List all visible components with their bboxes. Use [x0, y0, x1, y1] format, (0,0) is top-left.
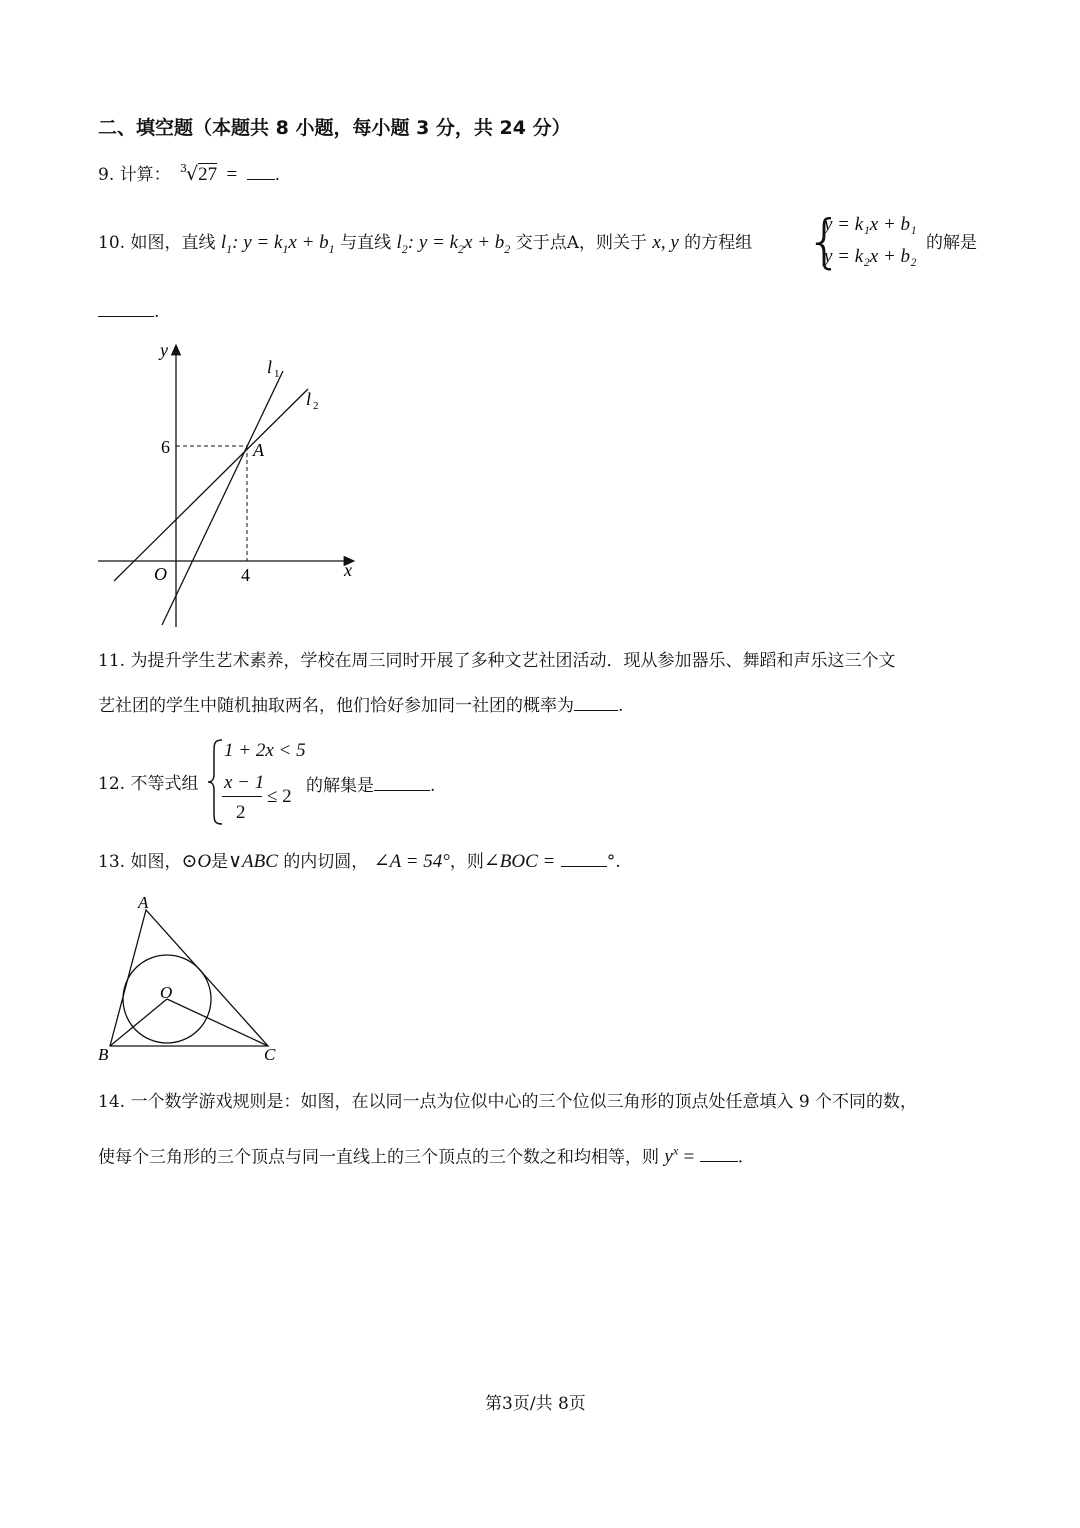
- q10-line-graph: [90, 335, 370, 630]
- q13-answer-blank[interactable]: [561, 850, 607, 867]
- triangle-abc: [110, 910, 268, 1046]
- center-o-label: O: [160, 983, 173, 1002]
- q12-inequality-1: 1 + 2x < 5: [224, 740, 306, 761]
- q11-answer-blank[interactable]: [574, 694, 618, 711]
- segment-oc: [167, 999, 268, 1046]
- segment-ob: [110, 999, 167, 1046]
- q12-inequality-2-rest: ≤ 2: [267, 786, 292, 807]
- q10-answer-blank[interactable]: [98, 300, 154, 317]
- question-13: 13. 如图，⊙O是∨ABC 的内切圆， ∠A = 54°，则∠BOC = °.: [98, 851, 621, 872]
- q14-line2: 使每个三角形的三个顶点与同一直线上的三个顶点的三个数之和均相等，则 $y^x$ = .: [98, 1144, 744, 1168]
- q9-radicand: 27: [198, 164, 218, 185]
- question-9: 9. 计算： 3 √27 = .: [98, 163, 280, 185]
- question-10: 10. 如图，直线 $l_1$: $y = k_1x + b_1$ 与直线 $l_2$: $y = k_2x + b_2$ 交于点A，则关于 x, y 的方程组: [98, 232, 753, 256]
- line-l1: [162, 371, 283, 625]
- x-tick-4: 4: [241, 565, 250, 585]
- origin-label: O: [154, 564, 167, 584]
- x-axis-label: x: [344, 560, 352, 580]
- l2-label: l: [306, 389, 312, 409]
- q11-line2: 艺社团的学生中随机抽取两名，他们恰好参加同一社团的概率为 .: [98, 696, 624, 716]
- q10-answer-line: .: [98, 300, 159, 322]
- q12-fraction-bar: [222, 796, 262, 797]
- q12-system-brace: [206, 738, 226, 826]
- point-a-label: A: [253, 440, 264, 460]
- q13-triangle-figure: [92, 890, 292, 1065]
- q10-system-line1: y = k₁x + b₁: [824, 214, 917, 235]
- q14-line1: 14. 一个数学游戏规则是：如图，在以同一点为位似中心的三个位似三角形的顶点处任意填入 9 个不同的数，: [98, 1092, 918, 1112]
- vertex-b-label: B: [98, 1045, 109, 1064]
- q12-suffix: 的解集是 .: [306, 776, 436, 796]
- y-axis-label: y: [160, 340, 168, 360]
- q10-system-brace: {: [806, 207, 843, 275]
- q12-prefix: 12. 不等式组: [98, 774, 199, 794]
- q11-line1: 11. 为提升学生艺术素养，学校在周三同时开展了多种文艺社团活动．现从参加器乐、舞蹈和声乐这三个文: [98, 651, 896, 671]
- l1-label: l: [267, 357, 273, 377]
- q10-system-line2: y = k₂x + b₂: [824, 246, 917, 267]
- vertex-a-label: A: [138, 893, 149, 912]
- q9-root-index: 3: [180, 162, 188, 175]
- q14-answer-blank[interactable]: [700, 1145, 738, 1162]
- vertex-c-label: C: [264, 1045, 276, 1064]
- q12-answer-blank[interactable]: [374, 774, 430, 791]
- q12-fraction-num: x − 1: [224, 772, 265, 793]
- q9-answer-blank[interactable]: [247, 163, 275, 180]
- line-l2: [114, 389, 308, 581]
- q12-fraction-den: 2: [236, 802, 246, 823]
- l1-sub: 1: [274, 368, 280, 380]
- section-title: 二、填空题（本题共 8 小题，每小题 3 分，共 24 分）: [98, 117, 571, 139]
- q10-tail: 的解是: [926, 233, 977, 253]
- l2-sub: 2: [313, 400, 319, 412]
- page-footer: 第3页/共 8页: [485, 1394, 586, 1414]
- y-tick-6: 6: [161, 437, 170, 457]
- q9-prefix: 9. 计算：: [98, 165, 171, 185]
